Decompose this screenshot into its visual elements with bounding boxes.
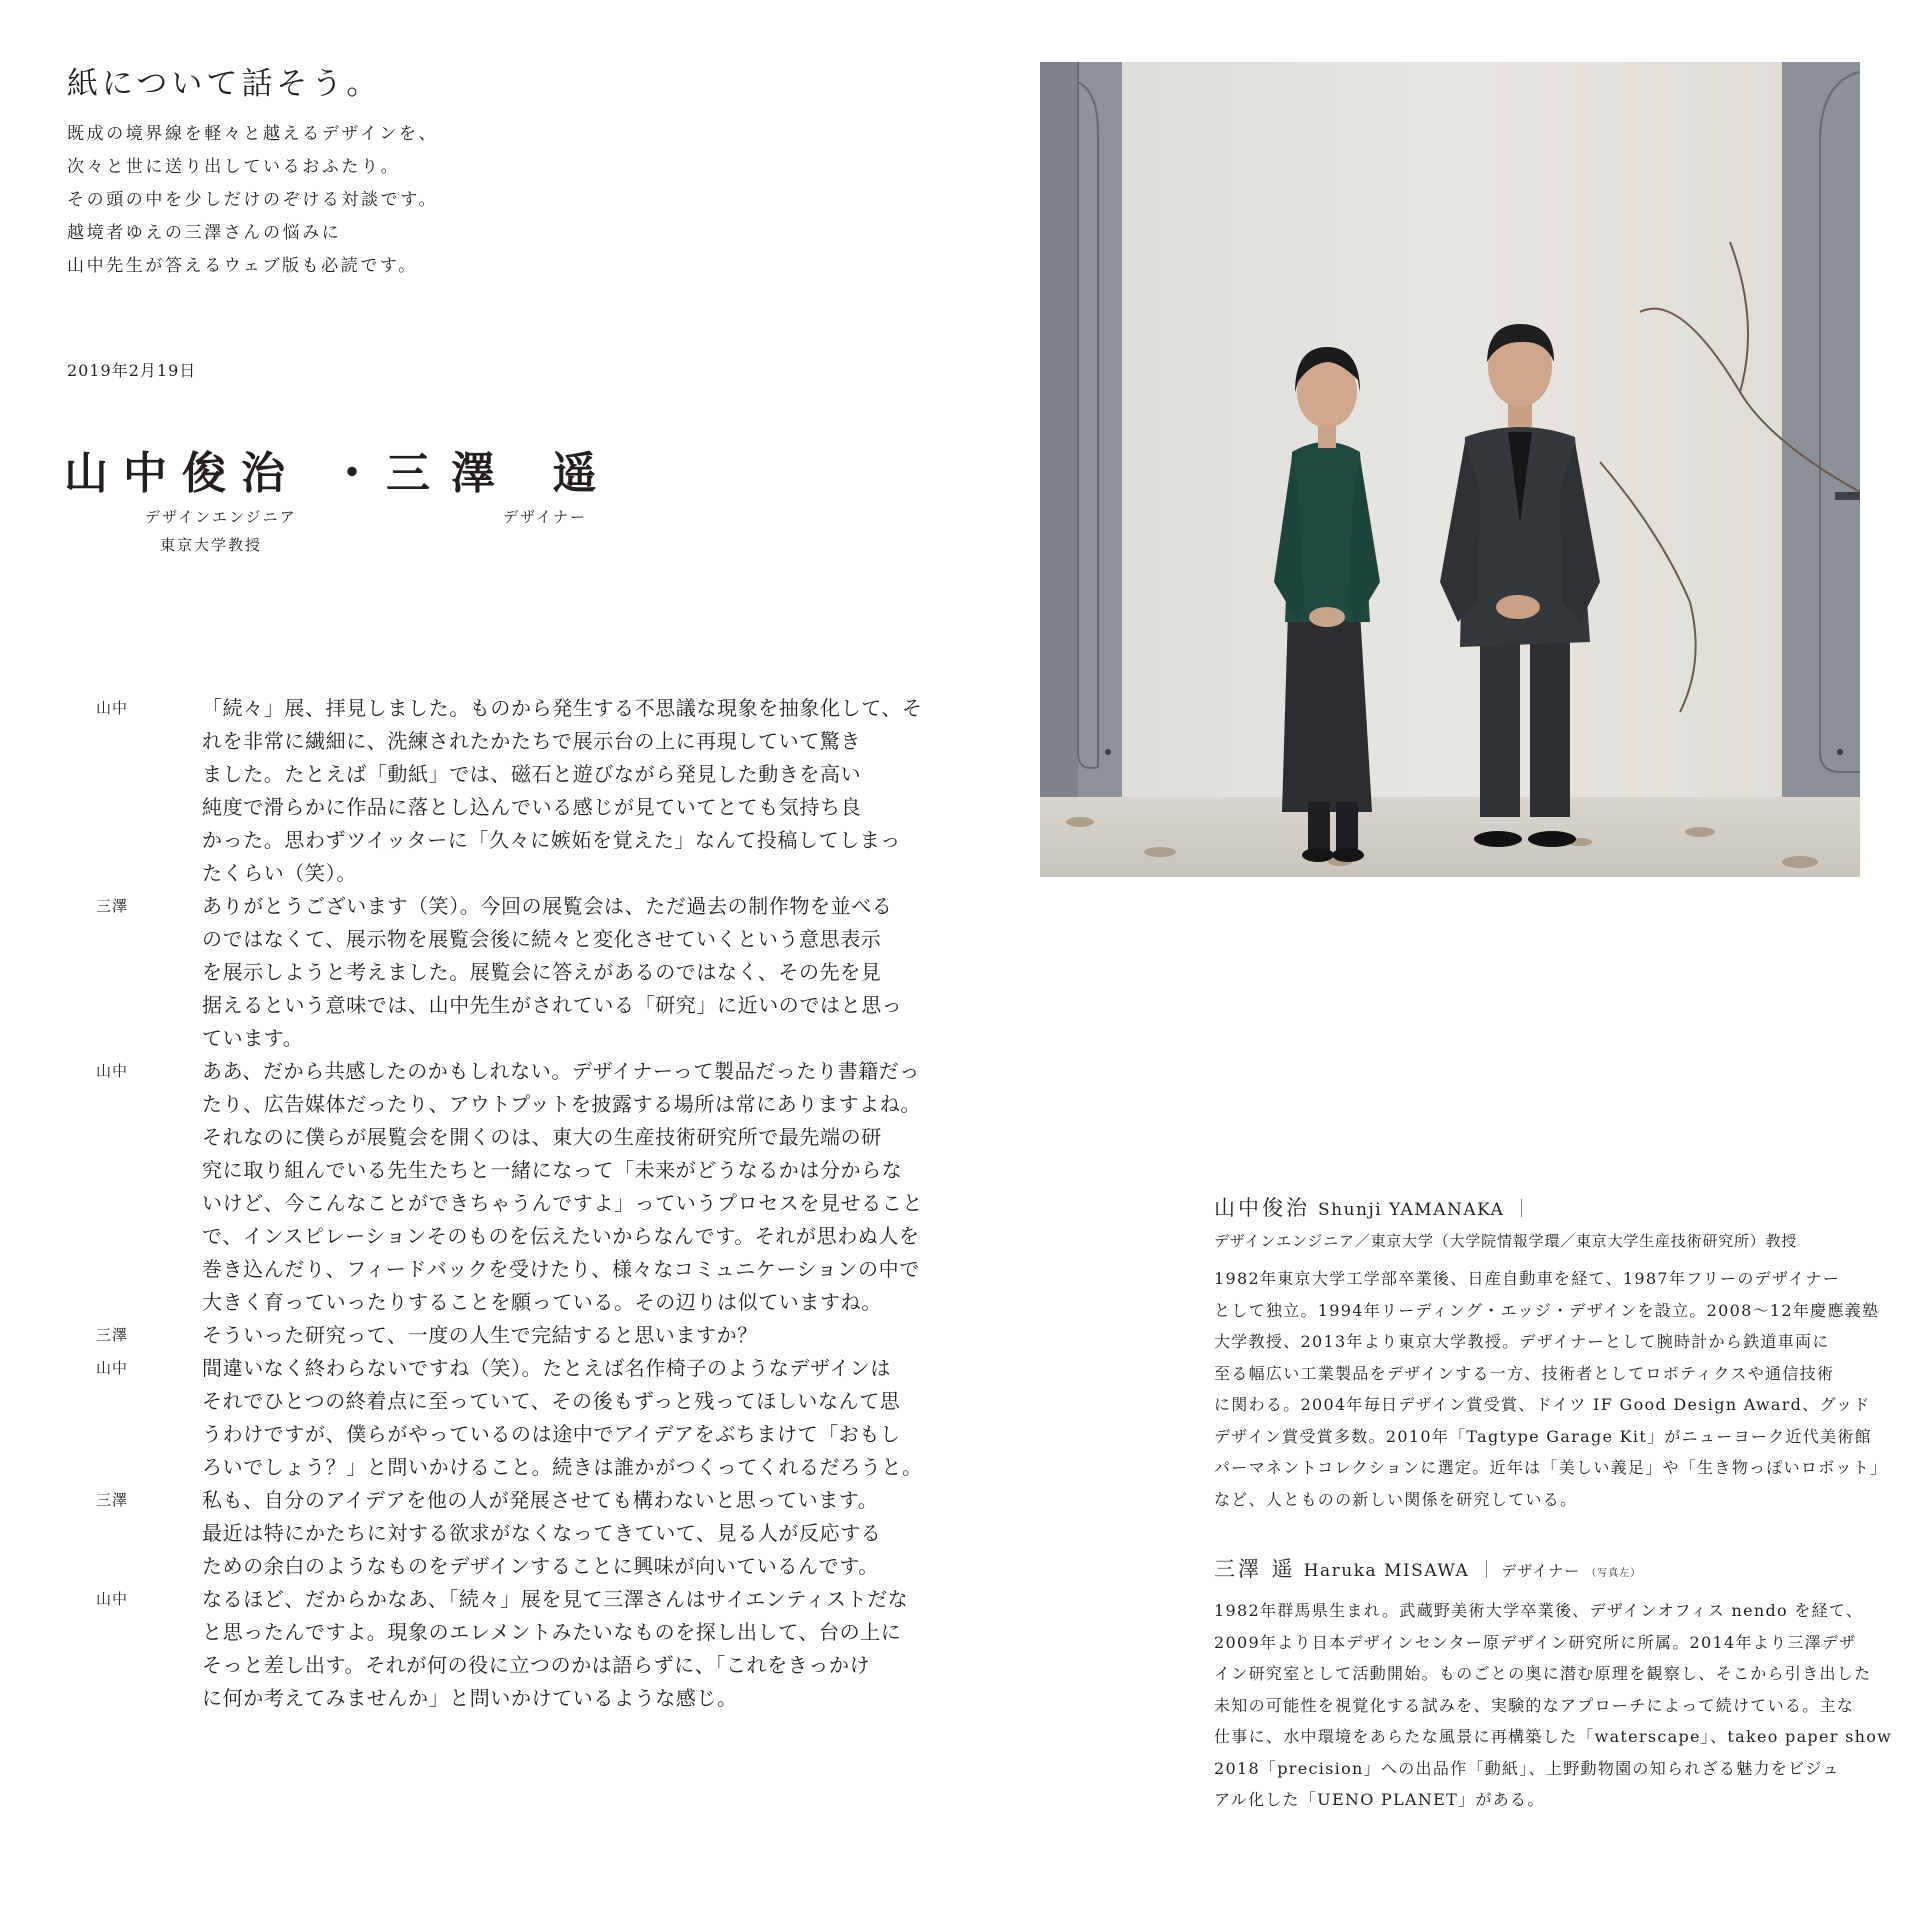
profile-misawa bbox=[1214, 1553, 1893, 1816]
profile-bio bbox=[1214, 1263, 1888, 1515]
photo-position-note: （写真左） bbox=[1586, 1568, 1642, 1579]
bio-line: アル化した「UENO PLANET」がある。 bbox=[1214, 1790, 1545, 1809]
dialogue-turn bbox=[0, 1055, 923, 1319]
dialogue-turn bbox=[0, 1352, 923, 1484]
speech-line: かった。思わずツイッターに「久々に嫉妬を覚えた」なんて投稿してしまっ bbox=[202, 828, 901, 852]
speaker-label: 三澤 bbox=[96, 897, 129, 915]
speaker-label: 三澤 bbox=[96, 1491, 129, 1509]
intro-line: 次々と世に送り出しているおふたり。 bbox=[67, 157, 401, 177]
speaker-label: 山中 bbox=[96, 1590, 129, 1608]
bio-line: 仕事に、水中環境をあらたな風景に再構築した「waterscape」、takeo paper show bbox=[1214, 1727, 1893, 1746]
bio-line: イン研究室として活動開始。ものごとの奥に潜む原理を観察し、そこから引き出した bbox=[1214, 1664, 1872, 1683]
speech-line: ています。 bbox=[202, 1026, 304, 1050]
speech-text bbox=[202, 1352, 923, 1484]
speech-line: 最近は特にかたちに対する欲求がなくなってきていて、見る人が反応する bbox=[202, 1521, 882, 1545]
left-door-shadow bbox=[1040, 62, 1078, 797]
bio-line: 2018「precision」への出品作「動紙」、上野動物園の知られざる魅力をビジュ bbox=[1214, 1758, 1840, 1778]
intro-line: 山中先生が答えるウェブ版も必読です。 bbox=[67, 256, 418, 276]
participant-role: デザイナー bbox=[503, 508, 587, 526]
speech-line: れを非常に繊細に、洗練されたかたちで展示台の上に再現していて驚き bbox=[202, 729, 861, 753]
speech-text bbox=[202, 692, 923, 890]
speech-line: それでひとつの終着点に至っていて、その後もずっと残ってほしいなんて思 bbox=[202, 1389, 901, 1413]
speech-text bbox=[202, 1319, 896, 1352]
speech-line: 巻き込んだり、フィードバックを受けたり、様々なコミュニケーションの中で bbox=[202, 1257, 920, 1281]
speaker-label: 山中 bbox=[96, 1359, 129, 1377]
right-door-bolt bbox=[1837, 749, 1843, 755]
speech-line: そっと差し出す。それが何の役に立つのかは語らずに、「これをきっかけ bbox=[202, 1653, 871, 1677]
intro-line: 越境者ゆえの三澤さんの悩みに bbox=[67, 223, 342, 243]
speech-line: ための余白のようなものをデザインすることに興味が向いているんです。 bbox=[202, 1554, 879, 1578]
portrait-photo bbox=[1040, 62, 1860, 877]
speech-line: それなのに僕らが展覧会を開くのは、東大の生産技術研究所で最先端の研 bbox=[202, 1125, 882, 1149]
speech-text bbox=[202, 1583, 909, 1715]
door-handle bbox=[1835, 492, 1860, 500]
speech-line: たくらい（笑）。 bbox=[202, 861, 357, 885]
profile-header bbox=[1214, 1192, 1874, 1222]
profile-header bbox=[1214, 1553, 1874, 1583]
bio-line: 1982年群馬県生まれ。武蔵野美術大学卒業後、デザインオフィス nendo を経て、 bbox=[1214, 1601, 1864, 1620]
participant-role: 東京大学教授 bbox=[160, 536, 263, 554]
wall bbox=[1040, 62, 1860, 877]
speech-line: ああ、だから共感したのかもしれない。デザイナーって製品だったり書籍だっ bbox=[202, 1059, 920, 1083]
speech-text bbox=[202, 1055, 923, 1319]
name-separator: ・ bbox=[330, 448, 389, 499]
speech-text bbox=[202, 890, 903, 1055]
profile-separator: ｜ bbox=[1512, 1199, 1531, 1220]
intro-line: その頭の中を少しだけのぞける対談です。 bbox=[67, 190, 439, 210]
speech-line: を展示しようと考えました。展覧会に答えがあるのではなく、その先を見 bbox=[202, 960, 882, 984]
dialogue bbox=[0, 692, 923, 1715]
page-title: 紙について話そう。 bbox=[67, 66, 382, 102]
speech-line: ろいでしょう？」と問いかけること。続きは誰かがつくってくれるだろうと。 bbox=[202, 1455, 923, 1479]
profile-name-en: Haruka MISAWA bbox=[1303, 1561, 1470, 1581]
speech-line: うわけですが、僕らがやっているのは途中でアイデアをぶちまけて「おもし bbox=[202, 1422, 901, 1446]
dialogue-turn bbox=[0, 1319, 900, 1352]
speech-line: 私も、自分のアイデアを他の人が発展させても構わないと思っています。 bbox=[202, 1488, 879, 1512]
speech-line: 「続々」展、拝見しました。ものから発生する不思議な現象を抽象化して、そ bbox=[202, 696, 923, 720]
speaker-label: 山中 bbox=[96, 1062, 129, 1080]
speech-line: いけど、今こんなことができちゃうんですよ」っていうプロセスを見せること bbox=[202, 1191, 923, 1215]
profile-name-jp: 三澤 遥 bbox=[1214, 1557, 1296, 1581]
speech-line: に何か考えてみませんか」と問いかけているような感じ。 bbox=[202, 1686, 738, 1710]
bio-line: に関わる。2004年毎日デザイン賞受賞、ドイツ IF Good Design Award、グッド bbox=[1214, 1395, 1871, 1414]
speech-line: で、インスピレーションそのものを伝えたいからなんです。それが思わぬ人を bbox=[202, 1224, 920, 1248]
profile-separator: ｜ bbox=[1477, 1560, 1496, 1581]
profiles bbox=[1214, 1192, 1893, 1816]
speech-line: ました。たとえば「動紙」では、磁石と遊びながら発見した動きを高い bbox=[202, 762, 862, 786]
speech-text bbox=[202, 1484, 896, 1583]
dialogue-turn bbox=[0, 890, 903, 1055]
profile-subtitle: デザインエンジニア／東京大学（大学院情報学環／東京大学生産技術研究所）教授 bbox=[1214, 1232, 1798, 1250]
speaker-label: 三澤 bbox=[96, 1326, 129, 1344]
left-door-bolt bbox=[1105, 749, 1111, 755]
speech-line: のではなくて、展示物を展覧会後に続々と変化させていくという意思表示 bbox=[202, 927, 882, 951]
bio-line: 至る幅広い工業製品をデザインする一方、技術者としてロボティクスや通信技術 bbox=[1214, 1363, 1835, 1383]
dialogue-turn bbox=[0, 1484, 900, 1583]
bio-line: として独立。1994年リーディング・エッジ・デザインを設立。2008〜12年慶應義塾 bbox=[1214, 1300, 1880, 1320]
profile-name-en: Shunji YAMANAKA bbox=[1318, 1200, 1505, 1220]
speech-line: と思ったんですよ。現象のエレメントみたいなものを探し出して、台の上に bbox=[202, 1620, 902, 1644]
bio-line: 2009年より日本デザインセンター原デザイン研究所に所属。2014年より三澤デザ bbox=[1214, 1632, 1857, 1652]
speech-line: 据えるという意味では、山中先生がされている「研究」に近いのではと思っ bbox=[202, 993, 903, 1017]
participant-name-misawa: 三澤 遥 bbox=[386, 448, 618, 499]
bio-line: など、人とものの新しい関係を研究している。 bbox=[1214, 1489, 1578, 1509]
speech-line: 究に取り組んでいる先生たちと一緒になって「未来がどうなるかは分からな bbox=[202, 1158, 903, 1182]
speech-line: 間違いなく終わらないですね（笑）。たとえば名作椅子のようなデザインは bbox=[202, 1356, 891, 1380]
profile-yamanaka bbox=[1214, 1192, 1888, 1515]
bio-line: パーマネントコレクションに選定。近年は「美しい義足」や「生き物っぽいロボット」 bbox=[1214, 1458, 1888, 1477]
speech-line: 大きく育っていったりすることを願っている。その辺りは似ていますね。 bbox=[202, 1290, 882, 1314]
dialogue-turn bbox=[0, 1583, 909, 1715]
dialogue-turn bbox=[0, 692, 923, 890]
intro-line: 既成の境界線を軽々と越えるデザインを、 bbox=[67, 124, 439, 144]
profile-name-jp: 山中俊治 bbox=[1214, 1196, 1310, 1220]
speaker-label: 山中 bbox=[96, 699, 129, 717]
bio-line: デザイン賞受賞多数。2010年「Tagtype Garage Kit」がニューヨーク近代美術館 bbox=[1214, 1426, 1872, 1446]
bio-line: 未知の可能性を視覚化する試みを、実験的なアプローチによって続けている。主な bbox=[1214, 1695, 1855, 1715]
publish-date: 2019年2月19日 bbox=[67, 361, 197, 380]
participant-role: デザインエンジニア bbox=[145, 508, 297, 526]
speech-line: なるほど、だからかなあ、「続々」展を見て三澤さんはサイエンティストだな bbox=[202, 1587, 909, 1611]
intro-text bbox=[67, 118, 627, 283]
gravel-ground bbox=[1040, 797, 1860, 877]
participant-name-yamanaka: 山中俊治 bbox=[64, 448, 300, 499]
bio-line: 大学教授、2013年より東京大学教授。デザイナーとして腕時計から鉄道車両に bbox=[1214, 1332, 1830, 1351]
speech-line: たり、広告媒体だったり、アウトプットを披露する場所は常にありますよね。 bbox=[202, 1092, 921, 1116]
bio-line: 1982年東京大学工学部卒業後、日産自動車を経て、1987年フリーのデザイナー bbox=[1214, 1269, 1841, 1288]
profile-bio bbox=[1214, 1595, 1893, 1816]
speech-line: そういった研究って、一度の人生で完結すると思いますか？ bbox=[202, 1323, 758, 1347]
speech-line: ありがとうございます（笑）。今回の展覧会は、ただ過去の制作物を並べる bbox=[202, 894, 893, 918]
speech-line: 純度で滑らかに作品に落とし込んでいる感じが見ていてとても気持ち良 bbox=[202, 795, 862, 819]
profile-title: デザイナー bbox=[1501, 1562, 1581, 1580]
